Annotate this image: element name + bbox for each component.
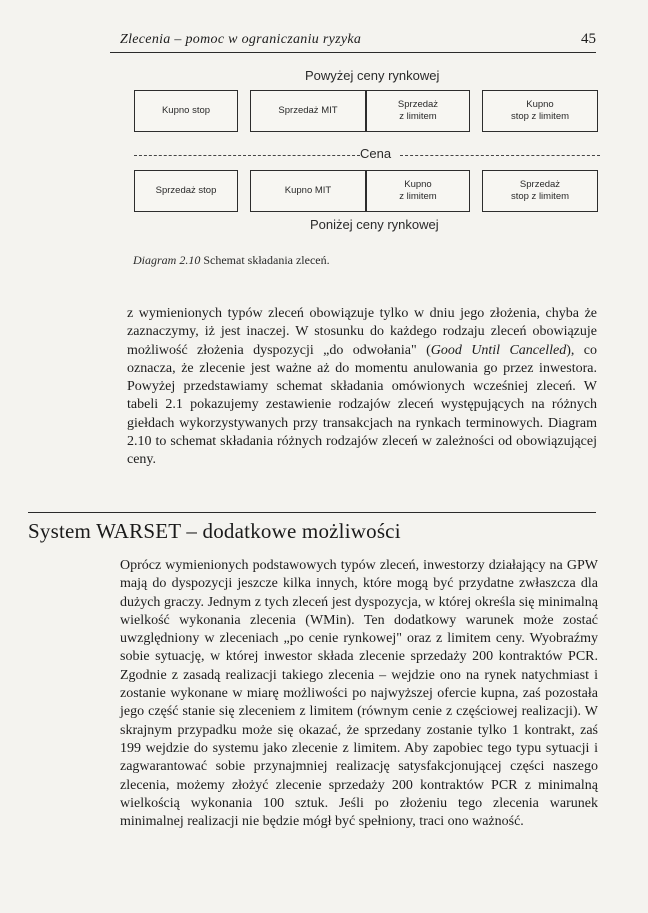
caption-text: Schemat składania zleceń. (203, 253, 330, 267)
box-buy-limit: Kupno z limitem (366, 170, 470, 212)
diagram-caption (133, 253, 330, 268)
box-sell-mit: Sprzedaż MIT (250, 90, 366, 132)
box-buy-stop-limit: Kupno stop z limitem (482, 90, 598, 132)
running-title: Zlecenia – pomoc w ograniczaniu ryzyka (120, 32, 362, 47)
box-sell-limit: Sprzedaż z limitem (366, 90, 470, 132)
order-placement-diagram (120, 60, 610, 260)
running-header (110, 30, 596, 53)
box-sell-stop-limit: Sprzedaż stop z limitem (482, 170, 598, 212)
box-sell-stop: Sprzedaż stop (134, 170, 238, 212)
box-buy-mit: Kupno MIT (250, 170, 366, 212)
label-above-market-price: Powyżej ceny rynkowej (305, 68, 440, 83)
price-line-left (134, 155, 360, 156)
paragraph-1-text-b: ), co oznacza, że zlecenie jest ważne aż do momentu anulowania go przez inwestora. Powyżej przedstawiamy schemat składania omówionych wcześniej zleceń. W tabeli 2.1 pokazujemy zestawienie rodzajów zleceń występujących na różnych giełdach wykorzystywanych przy transakcjach na rynkach terminowych. Diagram 2.10 to schemat składania różnych rodzajów zleceń w zależności od obowiązującej ceny. (127, 342, 597, 468)
section-divider (28, 512, 596, 513)
page-number: 45 (581, 31, 596, 47)
paragraph-warset: Oprócz wymienionych podstawowych typów zleceń, inwestorzy działający na GPW mają do dyspozycji jeszcze kilka innych, które mogą być przydatne zwłaszcza dla dużych graczy. Jednym z tych zleceń jest dyspozycja, w której określa się minimalną wielkość wykonania zlecenia (WMin). Ten dodatkowy warunek może zostać uwzględniony w zleceniach „po cenie rynkowej" oraz z limitem ceny. Wyobraźmy sobie sytuację, w której inwestor składa zlecenie sprzedaży 200 kontraktów PCR. Zgodnie z zasadą realizacji takiego zlecenia – wejdzie ono na rynek natychmiast i zostanie wykonane w miarę możliwości po najwyższej ofercie kupna, zaś pozostała jego część stanie się zleceniem z limitem (równym cenie z częściowej realizacji). W skrajnym przypadku może się okazać, że sprzedany zostanie tylko 1 kontrakt, zaś 199 wejdzie do systemu jako zlecenie z limitem. Aby zapobiec tego typu sytuacji i zagwarantować sobie przynajmniej realizację satysfakcjonującej części naszego zlecenia, możemy złożyć zlecenie sprzedaży 200 kontraktów PCR z minimalną wielkością wykonania 100 sztuk. Jeśli po złożeniu tego zlecenia warunek minimalnej realizacji nie będzie mógł być spełniony, traci ono ważność. (120, 558, 598, 830)
paragraph-order-validity (127, 305, 597, 470)
paragraph-1-text-a: z wymienionych typów zleceń obowiązuje tylko w dniu jego złożenia, chyba że zaznaczymy, iż jest inaczej. W stosunku do każdego rodzaju zleceń obowiązuje możliwość złożenia dyspozycji „do odwołania" ( (127, 306, 597, 358)
caption-number: Diagram 2.10 (133, 253, 201, 267)
box-buy-stop: Kupno stop (134, 90, 238, 132)
price-line-right (400, 155, 600, 156)
price-line-label: Cena (360, 146, 392, 161)
paragraph-1-italic-term: Good Until Cancelled (430, 342, 567, 358)
section-heading: System WARSET – dodatkowe możliwości (28, 519, 401, 543)
label-below-market-price: Poniżej ceny rynkowej (310, 217, 439, 232)
